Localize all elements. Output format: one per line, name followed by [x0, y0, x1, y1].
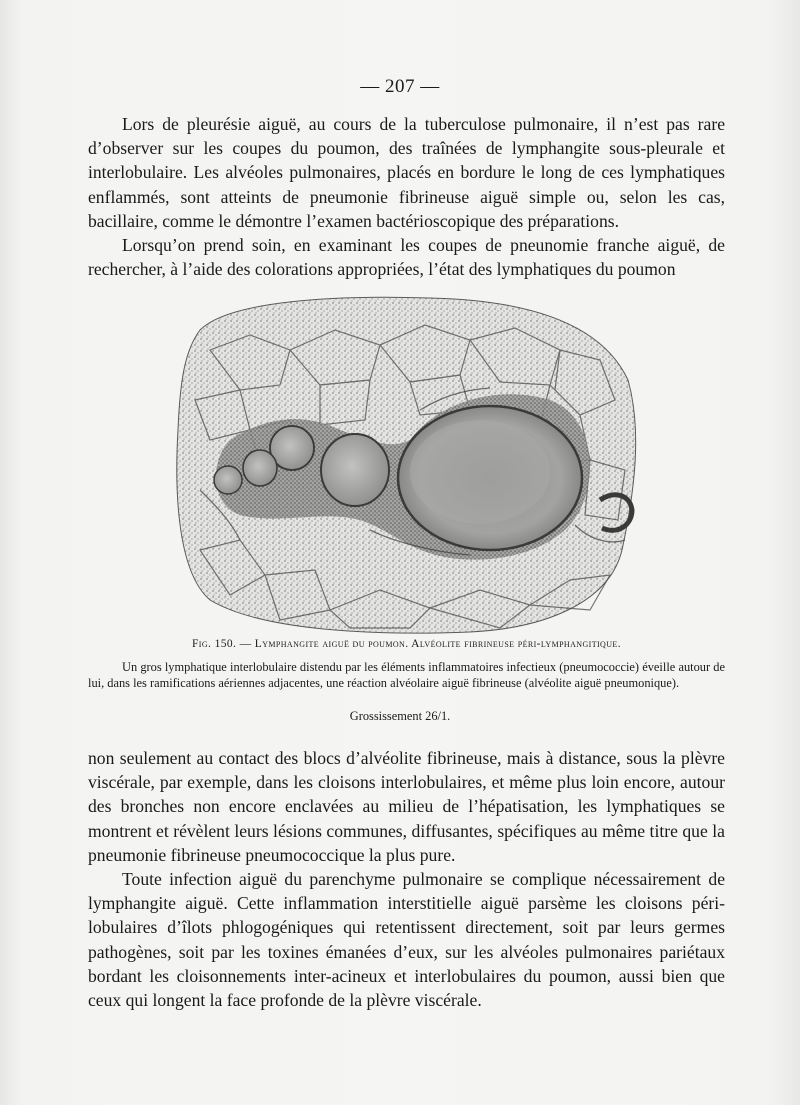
- paragraph: Lors de pleurésie aiguë, au cours de la tuberculose pulmonaire, il n’est pas rare d’observer sur les coupes du poumon, des traînées de lymphangite sous-pleurale et interlobulaire. Les alvéoles pulmonaires, placés en bordure le long de ces lymphatiques enflammés, sont atteints de pneumonie fibrineuse aiguë simple ou, selon les cas, bacillaire, comme le démontre l’examen bactérioscopique des préparations.: [88, 114, 725, 231]
- histology-figure: [170, 290, 642, 636]
- figure-caption-body: Un gros lymphatique interlobulaire distendu par les éléments inflammatoires infectieux (pneumococcie) éveille autour de lui, dans les ramifications aériennes adjacentes, une réaction alvéolaire aiguë fibrineuse (alvéolite aiguë pneumonique).: [88, 660, 725, 690]
- paragraph: non seulement au contact des blocs d’alvéolite fibrineuse, mais à distance, sous la plèvre viscérale, par exemple, dans les cloisons interlobulaires, et même plus loin encore, autour des bronches non encore enclavées au milieu de l’hépatisation, les lymphatiques se montrent et révèlent leurs lésions communes, diffusantes, spécifiques au même titre que la pneumonie fibrineuse pneumococcique la plus pure.: [88, 748, 725, 865]
- figure-caption-title: Fig. 150. — Lymphangite aiguë du poumon. Alvéolite fibrineuse péri-lymphangitique.: [192, 638, 621, 650]
- text-block-top: [88, 112, 725, 281]
- figure-magnification: Grossissement 26/1.: [349, 709, 451, 723]
- text-block-bottom: [88, 746, 725, 1012]
- page-number: — 207 —: [360, 76, 440, 97]
- paragraph: Lorsqu’on prend soin, en examinant les coupes de pneunomie franche aiguë, de rechercher, à l’aide des colorations appropriées, l’état des lymphatiques du poumon: [88, 235, 725, 280]
- lung-section-illustration: [170, 290, 642, 636]
- paragraph: Toute infection aiguë du parenchyme pulmonaire se complique nécessairement de lymphangite aiguë. Cette inflammation interstitielle aiguë parsème les cloisons péri-lobulaires d’îlots phlogogéniques qui retentissent directement, soit par leurs germes pathogènes, soit par les toxines émanées d’eux, sur les alvéoles pulmonaires pariétaux bordant les cloisonnements inter-acineux et interlobulaires du poumon, aussi bien que ceux qui longent la face profonde de la plèvre viscérale.: [88, 869, 725, 1011]
